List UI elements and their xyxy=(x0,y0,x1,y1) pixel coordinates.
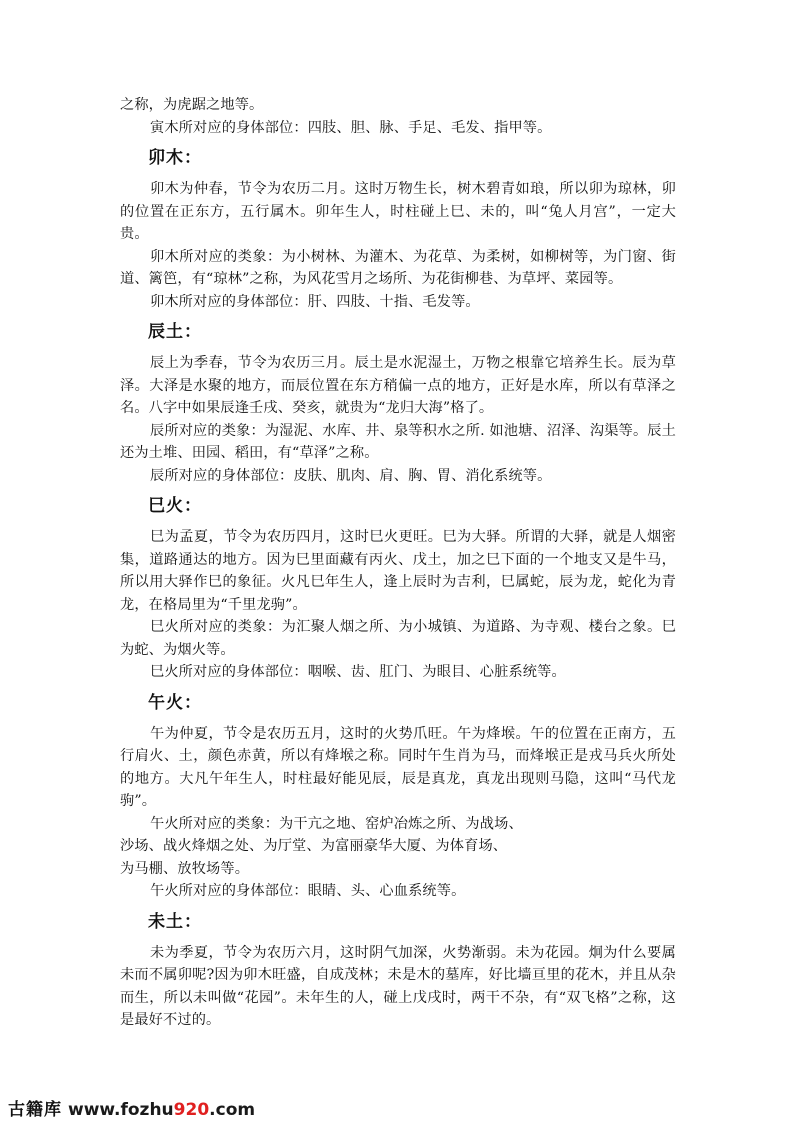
footer-watermark xyxy=(8,1095,255,1125)
intro-line-1: 之称，为虎踞之地等。 xyxy=(120,97,264,113)
paragraph: 巳为孟夏，节令为农历四月，这时巳火更旺。巳为大驿。所谓的大驿，就是人烟密集，道路通达的地方。因为巳里面藏有丙火、戊土，加之巳下面的一个地支又是牛马，所以用大驿作巳的象征。火凡巳年生人，逢上辰时为吉利，巳属蛇，辰为龙，蛇化为青龙，在格局里为“千里龙驹”。 xyxy=(120,529,676,613)
paragraph: 辰所对应的身体部位：皮肤、肌肉、肩、胸、胃、消化系统等。 xyxy=(150,467,552,484)
paragraph: 辰所对应的类象：为湿泥、水库、井、泉等积水之所. 如池塘、沼泽、沟渠等。辰土还为土堆、田园、稻田，有“草泽”之称。 xyxy=(120,422,676,461)
paragraph: 未为季夏，节令为农历六月，这时阴气加深，火势渐弱。未为花园。炯为什么要属未而不属卯呢?因为卯木旺盛，自成茂林；未是木的墓库，好比墙亘里的花木，并且从杂而生，所以未叫做“花园”。未年生的人，碰上戊戌时，两干不杂，有“双飞格”之称，这是最好不过的。 xyxy=(120,944,676,1028)
section-title-chen: 辰土： xyxy=(148,322,202,342)
paragraph: 卯木为仲春，节令为农历二月。这时万物生长，树木碧青如琅，所以卯为琼林，卯的位置在正东方，五行属木。卯年生人，时柱碰上巳、未的，叫“兔人月宫”，一定大贵。 xyxy=(120,181,676,242)
paragraph: 午为仲夏，节令是农历五月，这时的火势爪旺。午为烽堠。午的位置在正南方，五行肩火、土，颜色赤黄，所以有烽堠之称。同时午生肖为马，而烽堠正是戎马兵火所处的地方。大凡午年生人，时柱最好能见辰，辰是真龙，真龙出现则马隐，这叫“马代龙驹”。 xyxy=(120,725,676,809)
footer-url-suffix: .com xyxy=(209,1100,256,1120)
section-title-wei: 未土： xyxy=(148,911,202,932)
paragraph: 卯木所对应的身体部位：肝、四肢、十指、毛发等。 xyxy=(150,293,480,310)
paragraph: 辰上为季春，节令为农历三月。辰土是水泥湿土，万物之根靠它培养生长。辰为草泽。大泽是水聚的地方，而辰位置在东方稍偏一点的地方，正好是水库，所以有草泽之名。八字中如果辰逢壬戌、癸亥，就贵为“龙归大海”格了。 xyxy=(120,355,676,416)
paragraph: 午火所对应的身体部位：眼睛、头、心血系统等。 xyxy=(150,883,466,899)
footer-url-prefix: www.fozhu xyxy=(68,1100,174,1120)
section-title-wu: 午火： xyxy=(148,692,202,713)
document-page xyxy=(120,94,676,1032)
footer-brand: 古籍库 xyxy=(8,1100,62,1120)
section-title-mao: 卯木： xyxy=(148,148,202,168)
paragraph: 卯木所对应的类象：为小树林、为灌木、为花草、为柔树，如柳树等，为门窗、街道、篱笆，有“琼林”之称，为风花雪月之场所、为花街柳巷、为草坪、菜园等。 xyxy=(120,248,676,287)
paragraph: 沙场、战火烽烟之处、为厅堂、为富丽豪华大厦、为体育场、 xyxy=(120,838,508,854)
paragraph: 午火所对应的类象：为干亢之地、窑炉冶炼之所、为战场、 xyxy=(150,815,523,832)
paragraph: 巳火所对应的类象：为汇聚人烟之所、为小城镇、为道路、为寺观、楼台之象。巳为蛇、为烟火等。 xyxy=(120,619,676,658)
section-title-si: 巳火： xyxy=(148,496,202,516)
intro-line-2: 寅木所对应的身体部位：四肢、胆、脉、手足、毛发、指甲等。 xyxy=(150,119,552,136)
footer-url-number: 920 xyxy=(173,1100,210,1120)
paragraph: 为马棚、放牧场等。 xyxy=(120,860,250,877)
paragraph: 巳火所对应的身体部位：咽喉、齿、肛门、为眼目、心脏系统等。 xyxy=(150,664,566,680)
